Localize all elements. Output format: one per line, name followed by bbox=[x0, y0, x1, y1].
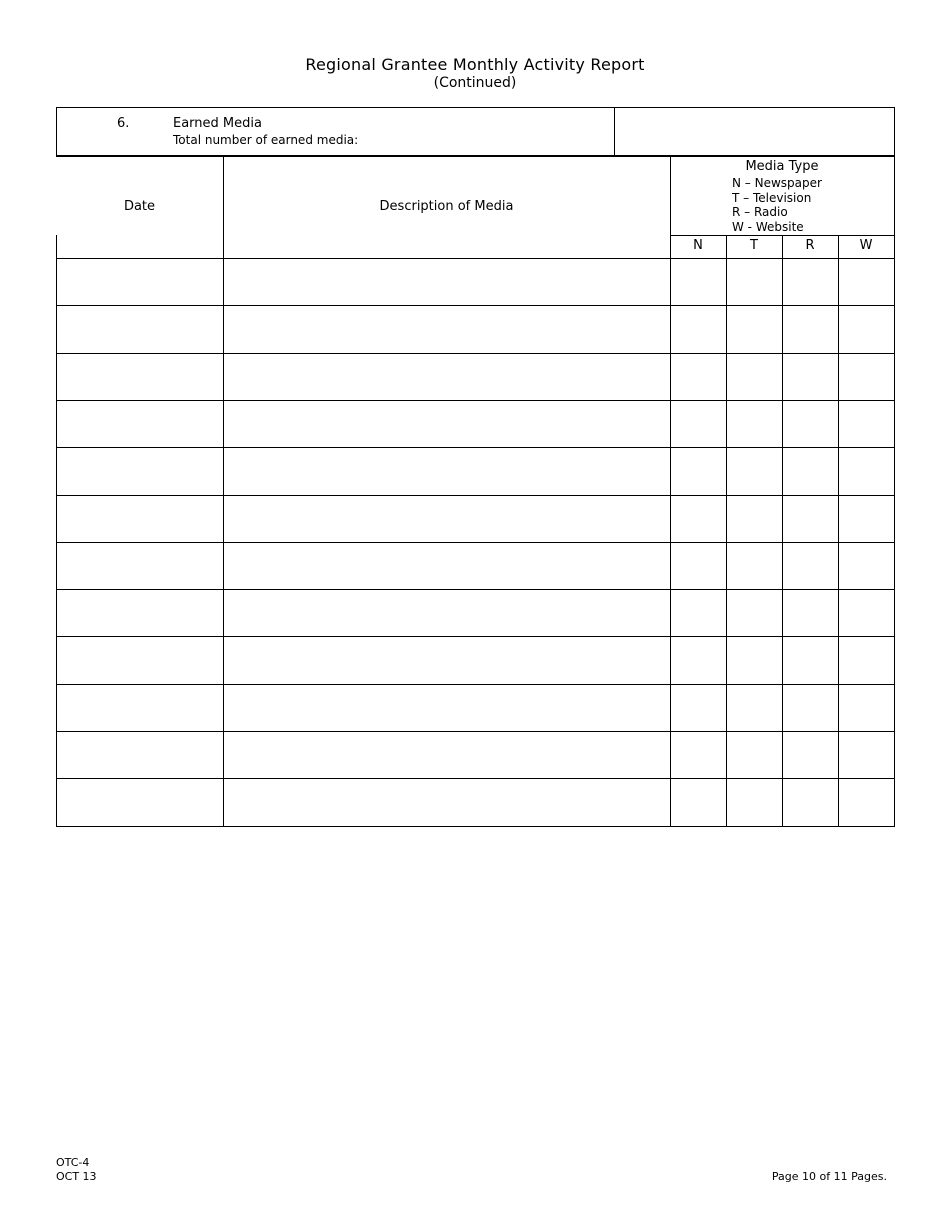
radio-cell[interactable] bbox=[783, 354, 838, 399]
section-number: 6. bbox=[117, 116, 130, 131]
description-cell[interactable] bbox=[224, 354, 670, 399]
total-earned-media-field[interactable] bbox=[617, 110, 891, 153]
website-cell[interactable] bbox=[839, 306, 894, 351]
legend-website: W - Website bbox=[732, 219, 804, 234]
newspaper-cell[interactable] bbox=[671, 637, 726, 682]
newspaper-cell[interactable] bbox=[671, 306, 726, 351]
radio-cell[interactable] bbox=[783, 543, 838, 588]
newspaper-cell[interactable] bbox=[671, 259, 726, 304]
television-cell[interactable] bbox=[727, 306, 782, 351]
table-right-border bbox=[894, 156, 895, 827]
date-column-header: Date bbox=[123, 199, 156, 214]
description-cell[interactable] bbox=[224, 685, 670, 730]
radio-cell[interactable] bbox=[783, 306, 838, 351]
newspaper-cell[interactable] bbox=[671, 354, 726, 399]
newspaper-cell[interactable] bbox=[671, 779, 726, 824]
description-cell[interactable] bbox=[224, 779, 670, 824]
date-cell[interactable] bbox=[57, 685, 223, 730]
website-cell[interactable] bbox=[839, 779, 894, 824]
date-cell[interactable] bbox=[57, 779, 223, 824]
website-cell[interactable] bbox=[839, 354, 894, 399]
newspaper-cell[interactable] bbox=[671, 496, 726, 541]
radio-cell[interactable] bbox=[783, 637, 838, 682]
date-cell[interactable] bbox=[57, 354, 223, 399]
date-cell[interactable] bbox=[57, 732, 223, 777]
television-cell[interactable] bbox=[727, 496, 782, 541]
description-cell[interactable] bbox=[224, 496, 670, 541]
description-cell[interactable] bbox=[224, 543, 670, 588]
website-cell[interactable] bbox=[839, 685, 894, 730]
newspaper-cell[interactable] bbox=[671, 543, 726, 588]
description-cell[interactable] bbox=[224, 448, 670, 493]
form-id: OTC-4 bbox=[56, 1156, 90, 1169]
newspaper-cell[interactable] bbox=[671, 590, 726, 635]
newspaper-cell[interactable] bbox=[671, 732, 726, 777]
description-cell[interactable] bbox=[224, 401, 670, 446]
radio-cell[interactable] bbox=[783, 401, 838, 446]
website-cell[interactable] bbox=[839, 732, 894, 777]
television-cell[interactable] bbox=[727, 354, 782, 399]
description-cell[interactable] bbox=[224, 732, 670, 777]
television-cell[interactable] bbox=[727, 779, 782, 824]
legend-radio: R – Radio bbox=[732, 205, 788, 219]
radio-cell[interactable] bbox=[783, 448, 838, 493]
legend-television: T – Television bbox=[732, 190, 812, 205]
television-cell[interactable] bbox=[727, 732, 782, 777]
report-subtitle: (Continued) bbox=[433, 75, 517, 91]
website-cell[interactable] bbox=[839, 637, 894, 682]
table-top-border bbox=[56, 156, 894, 157]
earned-media-section bbox=[56, 107, 895, 156]
website-cell[interactable] bbox=[839, 590, 894, 635]
television-cell[interactable] bbox=[727, 448, 782, 493]
description-cell[interactable] bbox=[224, 590, 670, 635]
description-cell[interactable] bbox=[224, 637, 670, 682]
earned-media-table bbox=[56, 156, 894, 826]
radio-cell[interactable] bbox=[783, 685, 838, 730]
legend-newspaper: N – Newspaper bbox=[732, 176, 822, 190]
section-heading: Earned Media bbox=[173, 116, 262, 131]
date-cell[interactable] bbox=[57, 448, 223, 493]
website-cell[interactable] bbox=[839, 543, 894, 588]
description-column-header: Description of Media bbox=[379, 199, 514, 214]
media-type-t-header: T bbox=[750, 238, 758, 253]
description-cell[interactable] bbox=[224, 306, 670, 351]
television-cell[interactable] bbox=[727, 259, 782, 304]
newspaper-cell[interactable] bbox=[671, 448, 726, 493]
media-type-header: Media Type bbox=[745, 159, 819, 174]
report-title: Regional Grantee Monthly Activity Report bbox=[305, 55, 645, 74]
website-cell[interactable] bbox=[839, 448, 894, 493]
date-cell[interactable] bbox=[57, 590, 223, 635]
date-cell[interactable] bbox=[57, 543, 223, 588]
newspaper-cell[interactable] bbox=[671, 685, 726, 730]
form-date: OCT 13 bbox=[56, 1170, 97, 1183]
website-cell[interactable] bbox=[839, 496, 894, 541]
newspaper-cell[interactable] bbox=[671, 401, 726, 446]
radio-cell[interactable] bbox=[783, 590, 838, 635]
form-identifier bbox=[56, 1156, 97, 1184]
radio-cell[interactable] bbox=[783, 496, 838, 541]
television-cell[interactable] bbox=[727, 401, 782, 446]
media-type-r-header: R bbox=[805, 238, 815, 253]
media-type-n-header: N bbox=[693, 238, 703, 253]
description-cell[interactable] bbox=[224, 259, 670, 304]
radio-cell[interactable] bbox=[783, 259, 838, 304]
date-cell[interactable] bbox=[57, 306, 223, 351]
total-earned-media-label: Total number of earned media: bbox=[173, 133, 359, 147]
media-type-legend bbox=[732, 176, 822, 234]
television-cell[interactable] bbox=[727, 590, 782, 635]
page-number: Page 10 of 11 Pages. bbox=[771, 1170, 887, 1183]
television-cell[interactable] bbox=[727, 637, 782, 682]
television-cell[interactable] bbox=[727, 685, 782, 730]
media-type-w-header: W bbox=[859, 238, 873, 253]
date-cell[interactable] bbox=[57, 401, 223, 446]
date-cell[interactable] bbox=[57, 637, 223, 682]
website-cell[interactable] bbox=[839, 259, 894, 304]
website-cell[interactable] bbox=[839, 401, 894, 446]
date-cell[interactable] bbox=[57, 496, 223, 541]
table-bottom-border bbox=[56, 826, 895, 827]
television-cell[interactable] bbox=[727, 543, 782, 588]
date-cell[interactable] bbox=[57, 259, 223, 304]
section-divider bbox=[614, 108, 615, 155]
radio-cell[interactable] bbox=[783, 732, 838, 777]
radio-cell[interactable] bbox=[783, 779, 838, 824]
